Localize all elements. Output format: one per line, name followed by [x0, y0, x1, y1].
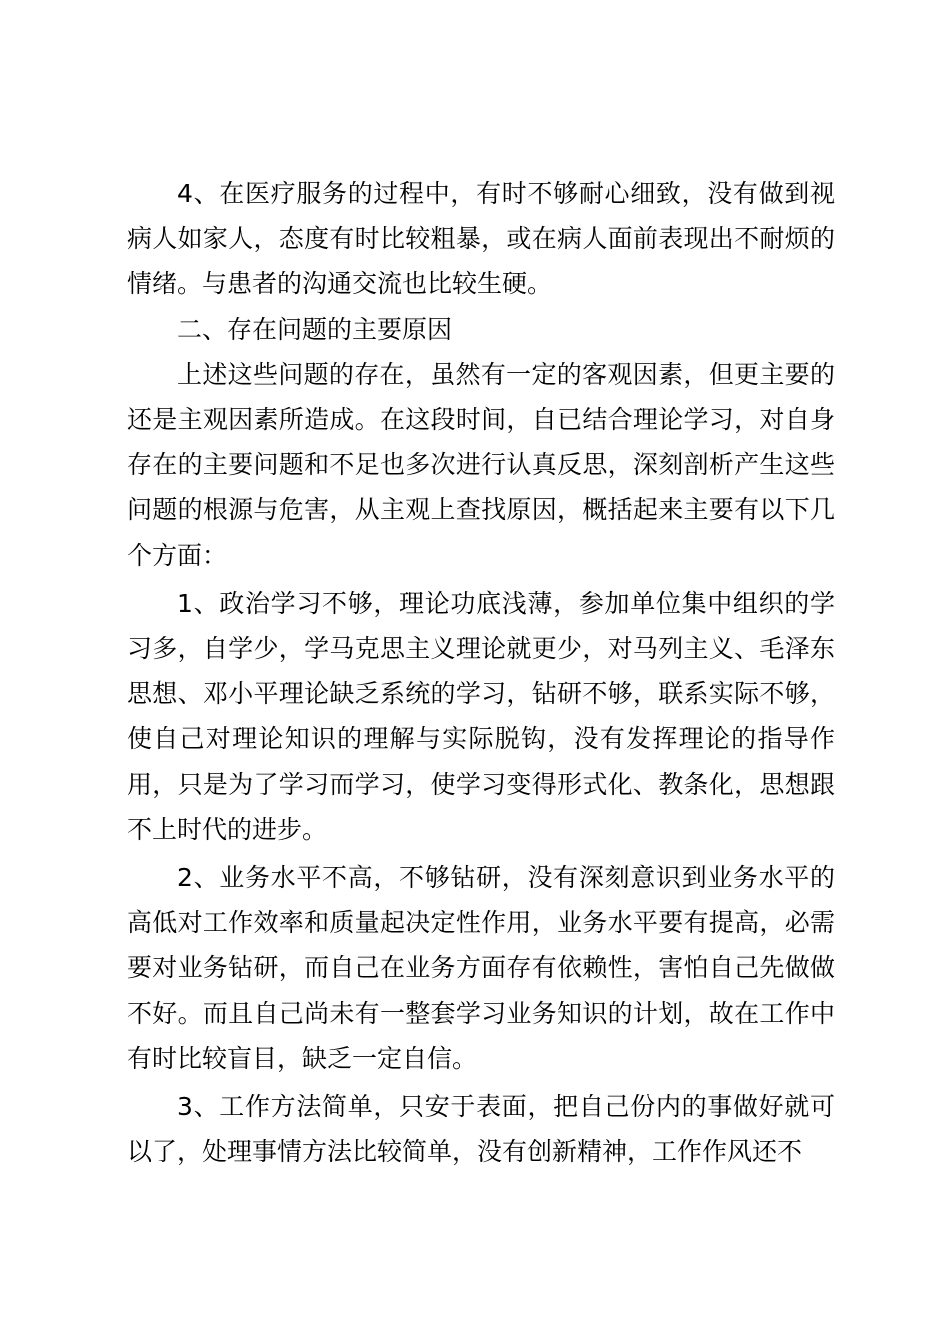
document-body	[127, 171, 835, 1174]
paragraph-cause-2-business-level: 2、业务水平不高，不够钻研，没有深刻意识到业务水平的高低对工作效率和质量起决定性作用，业务水平要有提高，必需要对业务钻研，而自己在业务方面存有依赖性，害怕自己先做做不好。而且自己尚未有一整套学习业务知识的计划，故在工作中有时比较盲目，缺乏一定自信。	[127, 863, 835, 1073]
paragraph-causes-intro: 上述这些问题的存在，虽然有一定的客观因素，但更主要的还是主观因素所造成。在这段时间，自已结合理论学习，对自身存在的主要问题和不足也多次进行认真反思，深刻剖析产生这些问题的根源与危害，从主观上查找原因，概括起来主要有以下几个方面：	[127, 359, 835, 570]
paragraph-item-4-attitude: 4、在医疗服务的过程中，有时不够耐心细致，没有做到视病人如家人，态度有时比较粗暴，或在病人面前表现出不耐烦的情绪。与患者的沟通交流也比较生硬。	[127, 179, 835, 299]
paragraph-cause-1-political-study: 1、政治学习不够，理论功底浅薄，参加单位集中组织的学习多，自学少，学马克思主义理论就更少，对马列主义、毛泽东思想、邓小平理论缺乏系统的学习，钻研不够，联系实际不够，使自己对理论知识的理解与实际脱钩，没有发挥理论的指导作用，只是为了学习而学习，使学习变得形式化、教条化，思想跟不上时代的进步。	[127, 588, 835, 844]
section-heading-main-causes: 二、存在问题的主要原因	[177, 314, 453, 344]
paragraph-cause-3-work-method: 3、工作方法简单，只安于表面，把自己份内的事做好就可以了，处理事情方法比较简单，没有创新精神，工作作风还不	[127, 1092, 835, 1167]
